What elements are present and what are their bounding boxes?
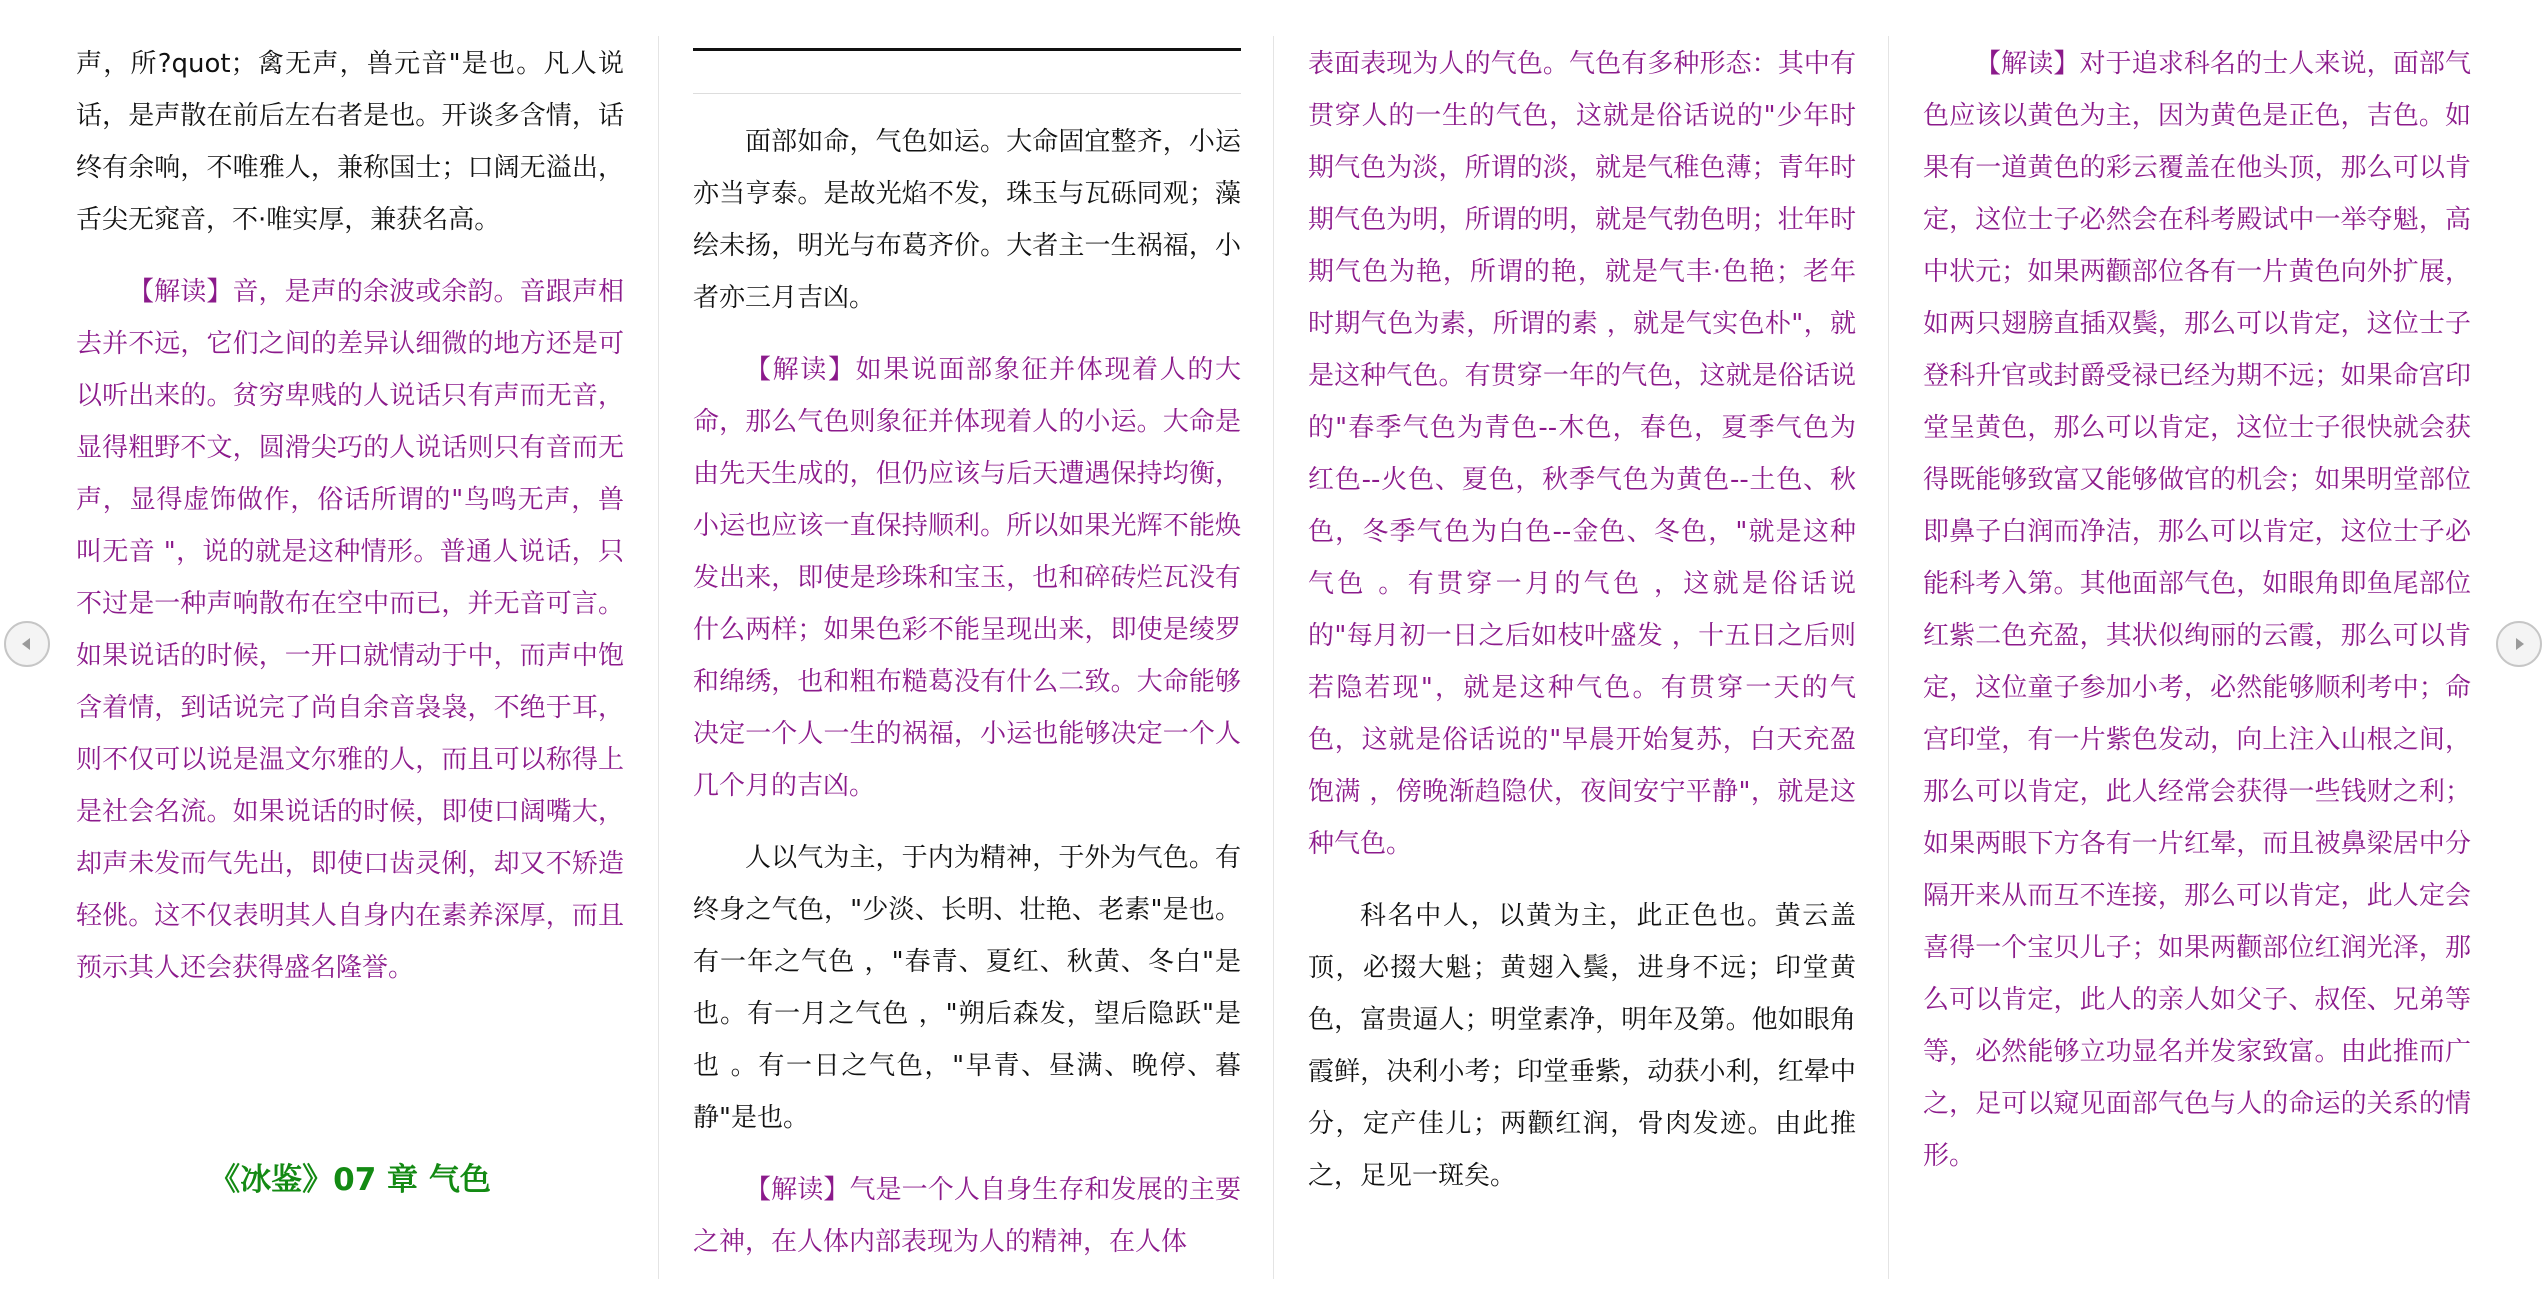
text-column-1 (76, 38, 624, 1289)
text-column-4 (1923, 38, 2471, 1289)
interpretation-paragraph: 【解读】如果说面部象征并体现着人的大命，那么气色则象征并体现着人的小运。大命是由先天生成的，但仍应该与后天遭遇保持均衡，小运也应该一直保持顺利。所以如果光辉不能焕发出来，即使是珍珠和宝玉，也和碎砖烂瓦没有什么两样；如果色彩不能呈现出来，即使是绫罗和绵绣，也和粗布糙葛没有什么二致。大命能够决定一个人一生的祸福，小运也能够决定一个人几个月的吉凶。 (693, 355, 1241, 801)
column-divider (1888, 36, 1889, 1279)
interpretation-paragraph: 表面表现为人的气色。气色有多种形态：其中有贯穿人的一生的气色，这就是俗话说的"少年时期气色为淡，所谓的淡，就是气稚色薄；青年时期气色为明，所谓的明，就是气勃色明；壮年时期气色为艳，所谓的艳，就是气丰·色艳；老年时期气色为素，所谓的素 ，就是气实色朴"，就是这种气色。有贯穿一年的气色，这就是俗话说的"春季气色为青色--木色，春色，夏季气色为红色--火色、夏色，秋季气色为黄色--土色、秋色，冬季气色为白色--金色、冬色，"就是这种气色 。有贯穿一月的气色 ，这就是俗话说的"每月初一日之后如枝叶盛发 ，十五日之后则若隐若现"，就是这种气色。有贯穿一天的气色，这就是俗话说的"早晨开始复苏，白天充盈饱满 ，傍晚渐趋隐伏，夜间安宁平静"，就是这种气色。 (1308, 49, 1856, 859)
next-page-button[interactable] (2496, 621, 2542, 667)
original-text-paragraph: 面部如命，气色如运。大命固宜整齐，小运亦当亨泰。是故光焰不发，珠玉与瓦砾同观；藻绘未扬，明光与布葛齐价。大者主一生祸福，小者亦三月吉凶。 (693, 127, 1241, 313)
column-divider (1273, 36, 1274, 1279)
interpretation-paragraph: 【解读】对于追求科名的士人来说，面部气色应该以黄色为主，因为黄色是正色，吉色。如果有一道黄色的彩云覆盖在他头顶，那么可以肯定，这位士子必然会在科考殿试中一举夺魁，高中状元；如果两颧部位各有一片黄色向外扩展，如两只翅膀直插双鬓，那么可以肯定，这位士子登科升官或封爵受禄已经为期不远；如果命宫印堂呈黄色，那么可以肯定，这位士子很快就会获得既能够致富又能够做官的机会；如果明堂部位即鼻子白润而净洁，那么可以肯定，这位士子必能科考入第。其他面部气色，如眼角即鱼尾部位红紫二色充盈，其状似绚丽的云霞，那么可以肯定，这位童子参加小考，必然能够顺利考中；命宫印堂，有一片紫色发动，向上注入山根之间，那么可以肯定，此人经常会获得一些钱财之利；如果两眼下方各有一片红晕，而且被鼻梁居中分隔开来从而互不连接，那么可以肯定，此人定会喜得一个宝贝儿子；如果两颧部位红润光泽，那么可以肯定，此人的亲人如父子、叔侄、兄弟等等，必然能够立功显名并发家致富。由此推而广之，足可以窥见面部气色与人的命运的关系的情形。 (1923, 49, 2471, 1171)
chapter-heading-underline (693, 93, 1241, 94)
chevron-left-icon (17, 634, 37, 654)
interpretation-paragraph: 【解读】音，是声的余波或余韵。音跟声相去并不远，它们之间的差异认细微的地方还是可以听出来的。贫穷卑贱的人说话只有声而无音，显得粗野不文，圆滑尖巧的人说话则只有音而无声，显得虚饰做作，俗话所谓的"鸟鸣无声，兽叫无音 "，说的就是这种情形。普通人说话，只不过是一种声响散布在空中而已，并无音可言。如果说话的时候，一开口就情动于中，而声中饱含着情，到话说完了尚自余音袅袅，不绝于耳，则不仅可以说是温文尔雅的人，而且可以称得上是社会名流。如果说话的时候，即使口阔嘴大，却声未发而气先出，即使口齿灵俐，却又不矫造轻佻。这不仅表明其人自身内在素养深厚，而且预示其人还会获得盛名隆誉。 (76, 277, 624, 983)
original-text-paragraph: 人以气为主，于内为精神，于外为气色。有终身之气色，"少淡、长明、壮艳、老素"是也。有一年之气色 ，"春青、夏红、秋黄、冬白"是也。有一月之气色 ，"朔后森发，望后隐跃"是也 。有一日之气色，"早青、昼满、晚停、暮静"是也。 (693, 843, 1241, 1133)
chapter-title: 《冰鉴》07 章 气色 (209, 1162, 491, 1198)
text-column-2 (693, 38, 1241, 1289)
original-text-paragraph: 科名中人，以黄为主，此正色也。黄云盖顶，必掇大魁；黄翅入鬓，进身不远；印堂黄色，富贵逼人；明堂素净，明年及第。他如眼角霞鲜，决利小考；印堂垂紫，动获小利，红晕中分，定产佳儿；两颧红润，骨肉发迹。由此推之，足见一斑矣。 (1308, 901, 1856, 1191)
chapter-heading-rule (693, 48, 1241, 51)
column-divider (658, 36, 659, 1279)
text-column-3 (1308, 38, 1856, 1289)
previous-page-button[interactable] (4, 621, 50, 667)
original-text-paragraph: 声，所?quot；禽无声，兽元音"是也。凡人说话，是声散在前后左右者是也。开谈多含情，话终有余响，不唯雅人，兼称国士；口阔无溢出，舌尖无窕音，不·唯实厚，兼获名高。 (76, 49, 624, 235)
interpretation-paragraph: 【解读】气是一个人自身生存和发展的主要之神，在人体内部表现为人的精神，在人体 (693, 1175, 1241, 1257)
chevron-right-icon (2509, 634, 2529, 654)
